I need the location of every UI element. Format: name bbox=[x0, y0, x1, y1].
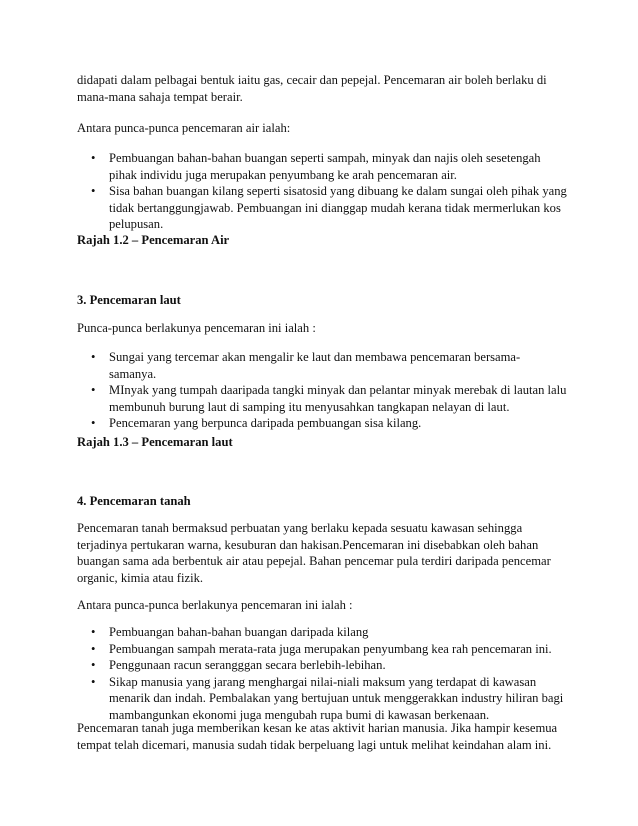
list-item-text: Sikap manusia yang jarang menghargai nilai-niali maksum yang terdapat di kawasan menarik dan indah. Pembalakan yang bertujuan untuk menggerakkan industry hiliran bagi mambangunkan ekonomi juga mengubah rupa bumi di kawasan berkenaan. bbox=[109, 674, 564, 722]
list-item bbox=[77, 674, 567, 724]
air-bullet-list bbox=[77, 150, 567, 233]
intro-line-2: mana-mana sahaja tempat berair. bbox=[77, 89, 243, 104]
list-item bbox=[77, 641, 567, 658]
intro-paragraph bbox=[77, 72, 567, 105]
bullet-icon: • bbox=[91, 416, 96, 430]
list-item-text: Pembuangan sampah merata-rata juga merupakan penyumbang kea rah pencemaran ini. bbox=[109, 641, 552, 656]
bullet-icon: • bbox=[91, 641, 96, 656]
list-item-text: Pembuangan bahan-bahan buangan daripada kilang bbox=[109, 625, 369, 639]
list-item bbox=[77, 349, 567, 382]
laut-lead-text: Punca-punca berlakunya pencemaran ini ialah : bbox=[77, 321, 316, 335]
list-item bbox=[77, 415, 567, 432]
bullet-icon: • bbox=[91, 350, 96, 364]
list-item bbox=[77, 150, 567, 183]
section-heading-tanah: 4. Pencemaran tanah bbox=[77, 494, 191, 508]
list-item bbox=[77, 624, 567, 641]
bullet-icon: • bbox=[91, 184, 96, 198]
intro-line-1: didapati dalam pelbagai bentuk iaitu gas, cecair dan pepejal. Pencemaran air boleh berlaku di bbox=[77, 73, 547, 87]
tanah-paragraph-1: Pencemaran tanah bermaksud perbuatan yang berlaku kepada sesuatu kawasan sehingga terjadinya pertukaran warna, kesuburan dan hakisan.Pencemaran ini disebabkan oleh bahan buangan sama ada berbentuk air atau pepejal. Bahan pencemar pula terdiri daripada pencemar organic, kimia atau fizik. bbox=[77, 521, 551, 585]
list-item bbox=[77, 382, 567, 415]
bullet-icon: • bbox=[91, 383, 96, 397]
figure-caption-air: Rajah 1.2 – Pencemaran Air bbox=[77, 233, 230, 247]
figure-caption-laut: Rajah 1.3 – Pencemaran laut bbox=[77, 435, 233, 449]
bullet-icon: • bbox=[91, 151, 96, 165]
bullet-icon: • bbox=[91, 658, 96, 672]
list-item-text: Pembuangan bahan-bahan buangan seperti sampah, minyak dan najis oleh sesetengah pihak individu juga merupakan penyumbang ke arah pencemaran air. bbox=[109, 151, 541, 182]
tanah-bullet-list bbox=[77, 624, 567, 723]
tanah-paragraph-2: Pencemaran tanah juga memberikan kesan ke atas aktivit harian manusia. Jika hampir kesemua tempat telah dicemari, manusia sudah tidak berpeluang lagi untuk melihat keindahan alam ini. bbox=[77, 721, 558, 752]
laut-bullet-list bbox=[77, 349, 567, 432]
list-item-text: Penggunaan racun serangggan secara berlebih-lebihan. bbox=[109, 658, 386, 672]
list-item bbox=[77, 183, 567, 233]
air-lead-text: Antara punca-punca pencemaran air ialah: bbox=[77, 121, 291, 135]
list-item-text: Pencemaran yang berpunca daripada pembuangan sisa kilang. bbox=[109, 416, 422, 430]
list-item-text: Sisa bahan buangan kilang seperti sisatosid yang dibuang ke dalam sungai oleh pihak yang tidak bertanggungjawab. Pembuangan ini dianggap mudah kerana tidak mermerlukan kos pelupusan. bbox=[109, 184, 567, 231]
section-heading-laut: 3. Pencemaran laut bbox=[77, 293, 181, 307]
bullet-icon: • bbox=[91, 625, 96, 639]
list-item bbox=[77, 657, 567, 674]
bullet-icon: • bbox=[91, 674, 96, 689]
list-item-text: Sungai yang tercemar akan mengalir ke laut dan membawa pencemaran bersama-samanya. bbox=[109, 350, 521, 381]
list-item-text: MInyak yang tumpah daaripada tangki minyak dan pelantar minyak merebak di lautan lalu membunuh burung laut di samping itu menyusahkan tangkapan nelayan di laut. bbox=[109, 383, 567, 414]
tanah-lead-text: Antara punca-punca berlakunya pencemaran ini ialah : bbox=[77, 598, 353, 612]
